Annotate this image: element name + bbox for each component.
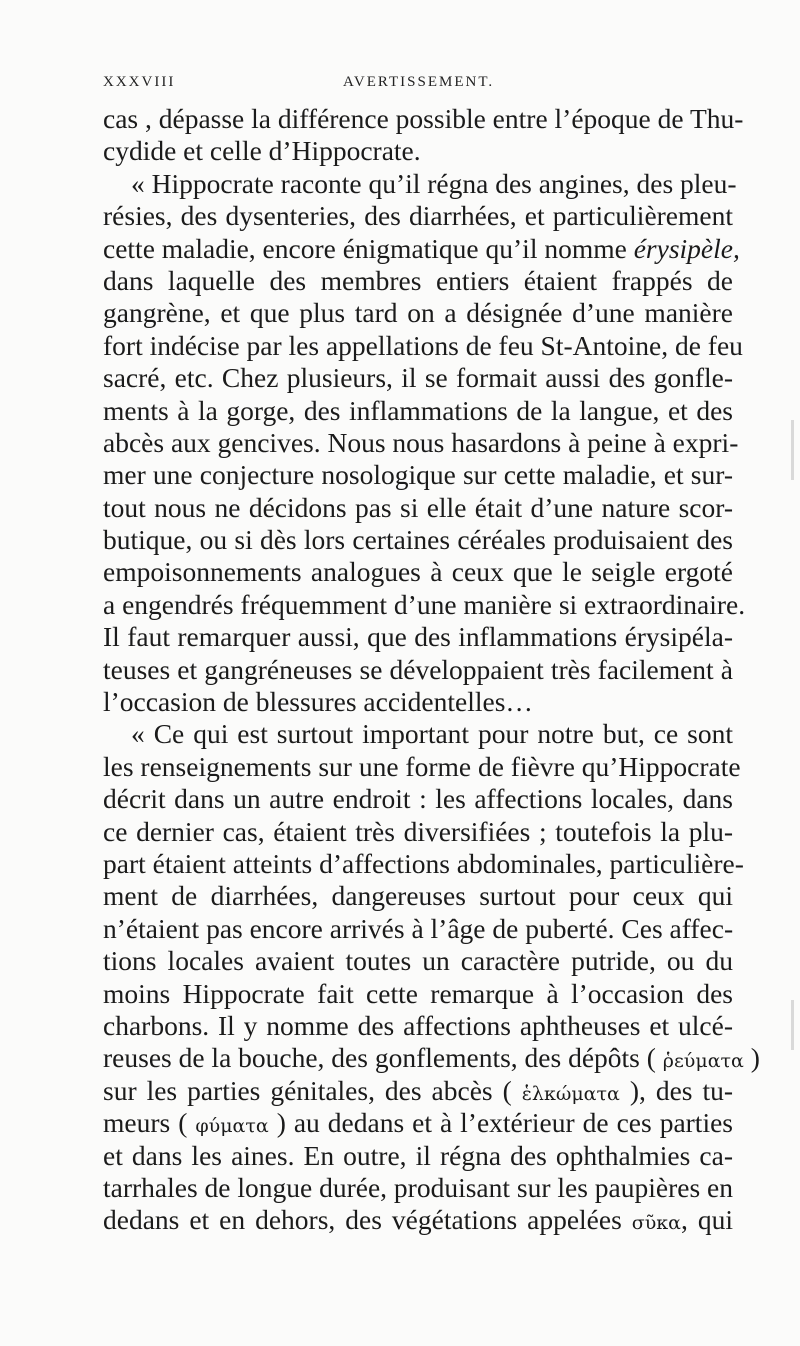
text-line: [103, 232, 740, 265]
text-line: mer une conjecture nosologique sur cette maladie, et sur-: [103, 459, 733, 491]
text-line: tarrhales de longue durée, produisant sur les paupières en: [103, 1171, 733, 1203]
running-head: [103, 74, 733, 98]
text-line: a engendrés fréquemment d’une manière si extraordinaire.: [103, 588, 746, 620]
text-line: gangrène, et que plus tard on a désignée d’une manière: [103, 297, 733, 329]
text-line: butique, ou si dès lors certaines céréales produisaient des: [103, 524, 733, 556]
text-segment: cette maladie, encore énigmatique qu’il nomme: [103, 232, 627, 264]
text-line: moins Hippocrate fait cette remarque à l’occasion des: [103, 977, 733, 1009]
body-text: [103, 103, 760, 1237]
text-line: décrit dans un autre endroit : les affections locales, dans: [103, 783, 733, 815]
text-line: tout nous ne décidons pas si elle était d’une nature scor-: [103, 491, 733, 523]
text-line: dans laquelle des membres entiers étaient frappés de: [103, 264, 733, 296]
text-line: ments à la gorge, des inflammations de la langue, et des: [103, 394, 733, 426]
text-line: Il faut remarquer aussi, que des inflammations érysipéla-: [103, 621, 733, 653]
text-line: [103, 1075, 733, 1107]
text-line: [103, 1204, 733, 1236]
text-line: les renseignements sur une forme de fièvre qu’Hippocrate: [103, 750, 741, 782]
greek-term: ῥεύματα: [662, 1050, 744, 1073]
greek-term: φύματα: [195, 1115, 269, 1138]
text-segment: ): [743, 1042, 760, 1074]
text-line: [103, 1107, 733, 1139]
text-line: sacré, etc. Chez plusieurs, il se formait aussi des gonfle-: [103, 362, 733, 394]
greek-term: σῦκα: [631, 1212, 682, 1235]
text-line: tions locales avaient toutes un caractère putride, ou du: [103, 945, 733, 977]
text-segment: reuses de la bouche, des gonflements, des dépôts (: [103, 1042, 656, 1074]
text-segment: dedans et en dehors, des végétations appelées: [103, 1204, 622, 1236]
page-edge-shadow: [791, 420, 794, 480]
greek-term: ἑλκώματα: [521, 1082, 620, 1105]
text-segment: ), des tu-: [619, 1074, 733, 1106]
text-line: part étaient atteints d’affections abdominales, particulière-: [103, 847, 744, 879]
text-line: ment de diarrhées, dangereuses surtout pour ceux qui: [103, 880, 733, 912]
page-number: XXXVIII: [103, 74, 176, 90]
text-line: résies, des dysenteries, des diarrhées, et particulièrement: [103, 200, 733, 232]
text-line: [103, 1042, 760, 1074]
text-line: n’étaient pas encore arrivés à l’âge de puberté. Ces affec-: [103, 912, 734, 944]
text-segment: , qui: [681, 1204, 734, 1236]
text-line: cydide et celle d’Hippocrate.: [103, 135, 421, 167]
italic-term: érysipèle,: [633, 232, 740, 264]
text-line: « Ce qui est surtout important pour notre but, ce sont: [131, 718, 733, 750]
page-edge-shadow: [791, 1000, 794, 1050]
text-segment: meurs (: [103, 1107, 188, 1139]
text-line: « Hippocrate raconte qu’il régna des angines, des pleu-: [131, 167, 737, 199]
text-line: empoisonnements analogues à ceux que le seigle ergoté: [103, 556, 733, 588]
text-line: cas , dépasse la différence possible entre l’époque de Thu-: [103, 103, 744, 134]
text-line: ce dernier cas, étaient très diversifiées ; toutefois la plu-: [103, 815, 733, 847]
text-line: et dans les aines. En outre, il régna des ophthalmies ca-: [103, 1139, 733, 1171]
text-segment: ) au dedans et à l’extérieur de ces parties: [268, 1107, 733, 1139]
text-line: l’occasion de blessures accidentelles…: [103, 686, 533, 718]
text-line: fort indécise par les appellations de feu St-Antoine, de feu: [103, 329, 743, 361]
text-line: abcès aux gencives. Nous nous hasardons à peine à expri-: [103, 426, 739, 458]
text-line: charbons. Il y nomme des affections aphtheuses et ulcé-: [103, 1009, 733, 1041]
text-segment: sur les parties génitales, des abcès (: [103, 1074, 512, 1106]
text-line: teuses et gangréneuses se développaient très facilement à: [103, 653, 733, 685]
running-title: AVERTISSEMENT.: [343, 74, 495, 90]
